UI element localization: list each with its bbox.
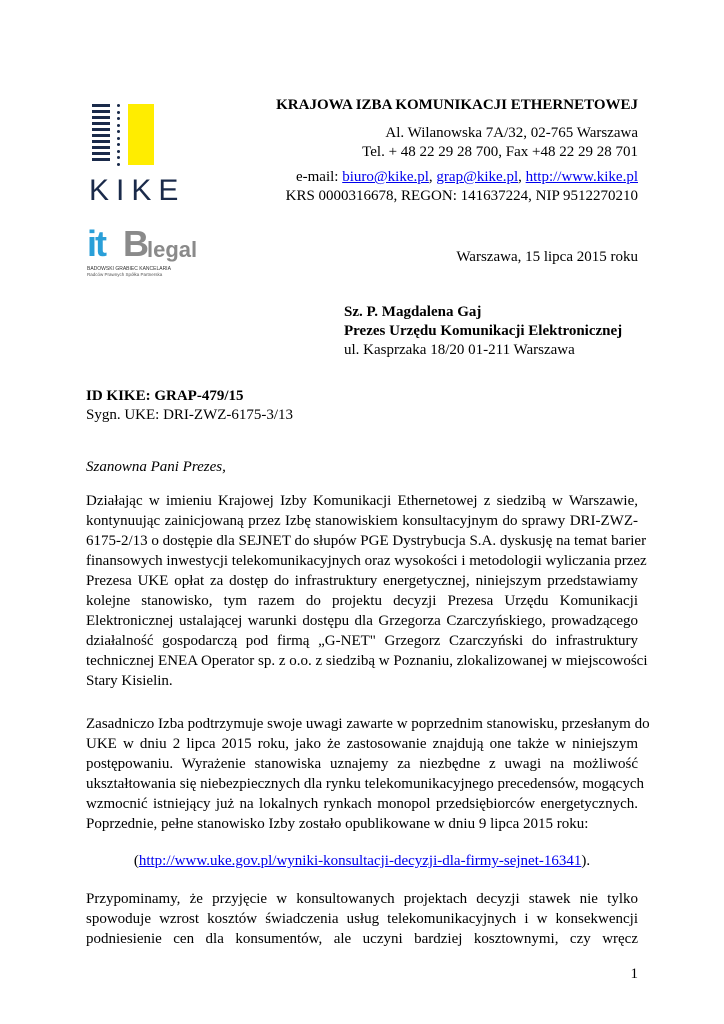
kike-logo-yellow-block (128, 104, 154, 165)
url-close-paren: ). (581, 853, 591, 869)
paragraph-3 (86, 889, 638, 949)
email-separator: , (428, 169, 437, 185)
itb-logo-it: it (87, 223, 105, 264)
paragraph-line: 6175-2/13 o dostępie dla SEJNET do słupów PGE Dystrybucja S.A. dyskusję na temat barier (86, 533, 647, 549)
email-separator: , (518, 169, 526, 185)
org-email-line (296, 168, 638, 187)
paragraph-line: Zasadniczo Izba podtrzymuje swoje uwagi zawarte w poprzednim stanowisku, przesłanym do (86, 716, 650, 732)
paragraph-line: Poprzednie, pełne stanowisko Izby zostało opublikowane w dniu 9 lipca 2015 roku: (86, 816, 589, 832)
reference-sygn: Sygn. UKE: DRI-ZWZ-6175-3/13 (86, 407, 294, 423)
org-address: Al. Wilanowska 7A/32, 02-765 Warszawa (385, 125, 638, 141)
salutation: Szanowna Pani Prezes, (86, 459, 226, 475)
email-link-biuro[interactable]: biuro@kike.pl (342, 169, 429, 185)
paragraph-line: UKE w dniu 2 lipca 2015 roku, jako że zastosowanie znajdują one także w niniejszym (86, 736, 638, 752)
paragraph-line: Elektronicznej ustalającej warunki dostępu dla Grzegorza Czarczyńskiego, prowadzącego (86, 613, 638, 629)
paragraph-line: kolejne stanowisko, tym razem do projektu decyzji Prezesa Urzędu Komunikacji (86, 593, 638, 609)
page-number: 1 (630, 966, 638, 982)
paragraph-line: postępowaniu. Wyrażenie stanowiska uznajemy za niezbędne z uwagi na możliwość (86, 756, 638, 772)
paragraph-line: podniesienie cen dla konsumentów, ale uczyni bardziej kosztownymi, czy wręcz (86, 931, 638, 947)
reference-id: ID KIKE: GRAP-479/15 (86, 388, 244, 404)
org-phone: Tel. + 48 22 29 28 700, Fax +48 22 29 28 701 (362, 144, 638, 160)
itb-logo-subtitle: BADOWSKI GRABIEC KANCELARIA (87, 266, 171, 272)
org-registry: KRS 0000316678, REGON: 141637224, NIP 9512270210 (285, 188, 638, 204)
recipient-address: ul. Kasprzaka 18/20 01-211 Warszawa (344, 342, 575, 358)
org-name: KRAJOWA IZBA KOMUNIKACJI ETHERNETOWEJ (276, 97, 638, 113)
paragraph-2 (86, 714, 650, 834)
kike-logo (88, 104, 192, 207)
paragraph-line: finansowych inwestycji telekomunikacyjnych oraz wysokości i metodologii wyliczania przez (86, 553, 647, 569)
paragraph-line: spowoduje wzrost kosztów świadczenia usług telekomunikacyjnych i w konsekwencji (86, 911, 638, 927)
paragraph-line: wzmocnić istniejący już na lokalnych rynkach monopol przedsiębiorców energetycznych. (86, 796, 638, 812)
itb-logo-legal: legal (147, 237, 198, 262)
website-link[interactable]: http://www.kike.pl (525, 169, 638, 185)
paragraph-1 (86, 491, 648, 691)
paragraph-line: Prezesa UKE opłat za dostęp do infrastruktury energetycznej, niniejszym przedstawiamy (86, 573, 638, 589)
paragraph-line: Działając w imieniu Krajowej Izby Komunikacji Ethernetowej z siedzibą w Warszawie, (86, 493, 638, 509)
kike-logo-lines (92, 104, 110, 164)
recipient-title: Prezes Urzędu Komunikacji Elektronicznej (344, 323, 623, 339)
url-open-paren: ( (133, 853, 139, 869)
kike-logo-dots (117, 104, 120, 169)
itb-logo-subtitle-2: Radców Prawnych Spółka Partnerska (87, 272, 163, 277)
kike-logo-wordmark: KIKE (89, 174, 186, 207)
itb-logo-b: B (123, 223, 149, 264)
publication-url-line (0, 852, 724, 871)
itb-legal-logo (85, 224, 201, 284)
paragraph-line: Stary Kisielin. (86, 673, 173, 689)
email-prefix: e-mail: (295, 169, 343, 185)
paragraph-line: działalność gospodarczą pod firmą „G-NET" Grzegorz Czarczyński do infrastruktury (86, 633, 638, 649)
paragraph-line: ukształtowania się niebezpiecznych dla rynku telekomunikacyjnego precedensów, mogących (86, 776, 644, 792)
paragraph-line: Przypominamy, że przyjęcie w konsultowanych projektach decyzji stawek nie tylko (86, 891, 638, 907)
email-link-grap[interactable]: grap@kike.pl (436, 169, 519, 185)
date-line: Warszawa, 15 lipca 2015 roku (456, 249, 638, 265)
recipient-name: Sz. P. Magdalena Gaj (344, 304, 482, 320)
paragraph-line: technicznej ENEA Operator sp. z o.o. z siedzibą w Poznaniu, zlokalizowanej w miejscowości (86, 653, 648, 669)
paragraph-line: kontynuując zainicjowaną przez Izbę stanowiskiem konsultacyjnym do sprawy DRI-ZWZ- (86, 513, 638, 529)
publication-link[interactable]: http://www.uke.gov.pl/wyniki-konsultacji-decyzji-dla-firmy-sejnet-16341 (138, 853, 582, 869)
